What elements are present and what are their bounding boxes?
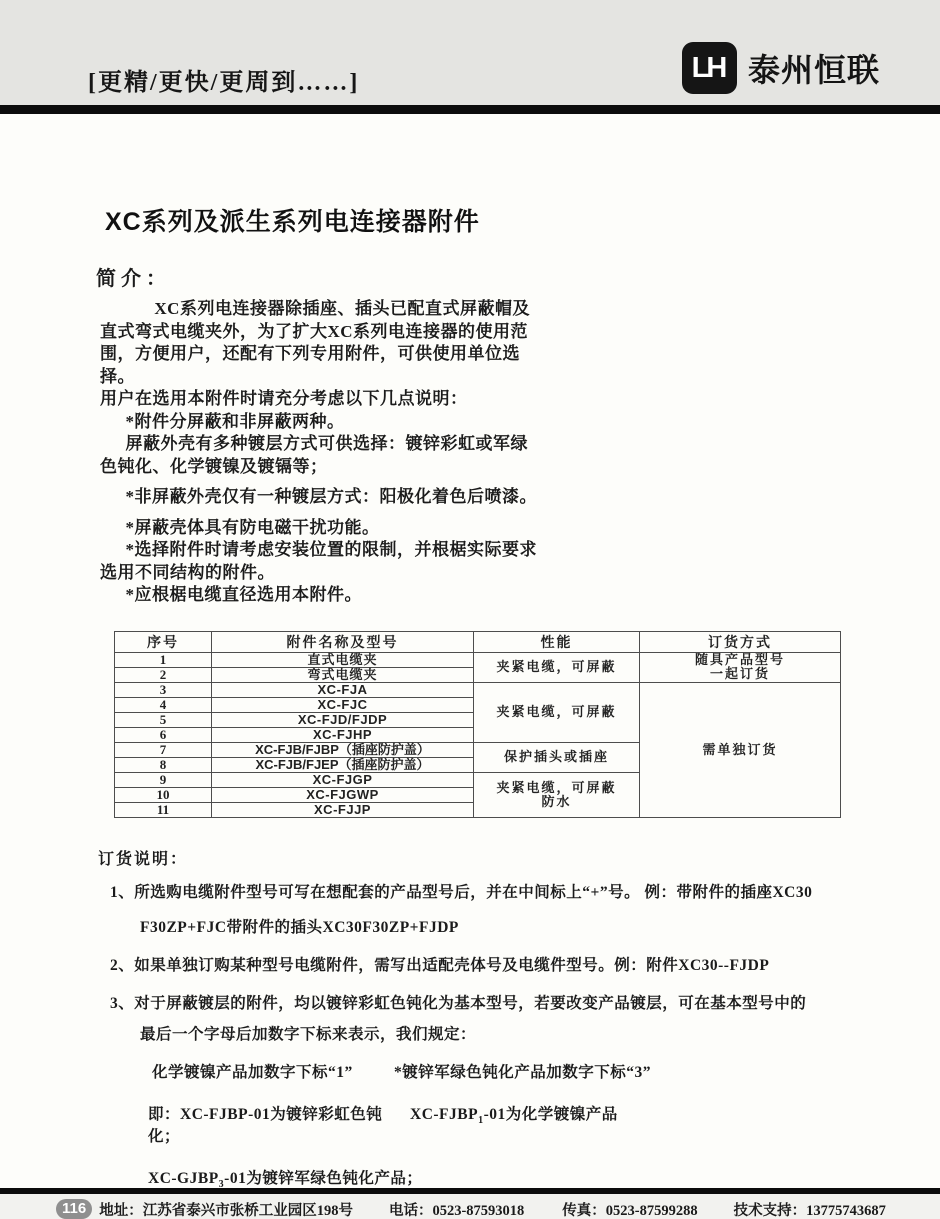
cell-index: 6 [115,727,212,742]
cell-index: 9 [115,772,212,787]
cell-name: XC-FJB/FJEP（插座防护盖） [212,757,474,772]
table-row [115,652,841,667]
ordering-note-line: 3、对于屏蔽镀层的附件，均以镀锌彩虹色钝化为基本型号，若要改变产品镀层，可在基本型号中的 [110,994,807,1012]
intro-paragraph: *非屏蔽外壳仅有一种镀层方式：阳极化着色后喷漆。 [125,487,537,506]
col-header-name-model: 附件名称及型号 [212,631,474,652]
intro-section [100,298,538,607]
lh-logo-icon: LH [682,42,737,94]
cell-name: XC-FJGP [212,772,474,787]
subscript-example-line [148,1166,840,1188]
page-title: XC系列及派生系列电连接器附件 [105,208,480,236]
company-logo [682,42,880,94]
ordering-note-line: 1、所选购电缆附件型号可写在想配套的产品型号后，并在中间标上“+”号。 例：带附件的插座XC30 [110,883,813,901]
cell-name: XC-FJGWP [212,787,474,802]
cell-index: 7 [115,742,212,757]
cell-order-mode [640,652,841,682]
example-nickel [410,1102,618,1146]
cell-performance [474,772,640,817]
accessories-table [114,631,841,818]
model-subscript: 3 [218,1178,225,1190]
cell-index: 2 [115,667,212,682]
ordering-note-line: 2、如果单独订购某种型号电缆附件，需写出适配壳体号及电缆件型号。例：附件XC30--FJDP [110,956,770,974]
rule-nickel: 化学镀镍产品加数字下标“1” [152,1063,353,1081]
intro-paragraph: 用户在选用本附件时请充分考虑以下几点说明： [100,389,468,408]
rule-army-green: *镀锌军绿色钝化产品加数字下标“3” [394,1063,652,1081]
example-army-green [148,1169,423,1190]
model-subscript: 1 [478,1114,484,1126]
order-mode-line: 随具产品型号 [694,652,785,667]
header-slogan: [更精/更快/更周到……] [88,70,360,96]
model-code-suffix: -01为化学镀镍产品 [483,1105,618,1123]
table-row [115,682,841,697]
cell-order-mode: 需单独订货 [640,682,841,817]
footer-support: 技术支持：13775743687 [733,1202,886,1219]
order-mode-line: 一起订货 [709,666,770,681]
col-header-performance: 性能 [474,631,640,652]
cell-index: 10 [115,787,212,802]
cell-index: 3 [115,682,212,697]
cell-name: XC-FJC [212,697,474,712]
intro-paragraph: 屏蔽外壳有多种镀层方式可供选择：镀锌彩虹或军绿色钝化、化学镀镍及镀镉等； [100,434,528,476]
page-number-badge: 116 [56,1199,92,1219]
performance-line: 防水 [541,793,572,809]
cell-name: 直式电缆夹 [212,652,474,667]
ordering-note-line: F30ZP+FJC带附件的插头XC30F30ZP+FJDP [140,918,459,936]
cell-index: 1 [115,652,212,667]
cell-name: XC-FJHP [212,727,474,742]
cell-index: 8 [115,757,212,772]
header-divider-bar [0,105,940,114]
cell-performance: 夹紧电缆，可屏蔽 [474,682,640,742]
subscript-rules-line [152,1060,840,1082]
example-rainbow: 即：XC-FJBP-01为镀锌彩虹色钝化； [148,1105,383,1145]
intro-paragraph: XC系列电连接器除插座、插头已配直式屏蔽帽及直式弯式电缆夹外，为了扩大XC系列电连接器的使用范围，方便用户，还配有下列专用附件，可供使用单位选择。 [100,299,530,386]
model-code: XC-FJBP [410,1105,479,1123]
footer-fax: 传真：0523-87599288 [562,1202,698,1219]
page-header [0,0,940,105]
ordering-notes-heading: 订货说明： [98,850,189,868]
col-header-index: 序号 [115,631,212,652]
cell-index: 5 [115,712,212,727]
intro-paragraph: *应根椐电缆直径选用本附件。 [125,585,362,604]
intro-heading: 简介： [96,268,171,290]
page-body [0,114,940,1188]
cell-index: 4 [115,697,212,712]
performance-line: 夹紧电缆，可屏蔽 [496,779,617,795]
cell-name: XC-FJA [212,682,474,697]
footer-phone: 电话：0523-87593018 [388,1202,525,1219]
cell-performance: 夹紧电缆，可屏蔽 [474,652,640,682]
model-code-suffix: -01为镀锌军绿色钝化产品； [224,1169,423,1187]
intro-paragraph: *屏蔽壳体具有防电磁干扰功能。 [125,517,380,537]
cell-name: XC-FJB/FJBP（插座防护盖） [212,742,474,757]
cell-name: 弯式电缆夹 [212,667,474,682]
intro-paragraph: *附件分屏蔽和非屏蔽两种。 [125,411,345,431]
model-code: XC-GJBP [148,1169,219,1187]
subscript-example-line [148,1102,840,1146]
ordering-note-line: 最后一个字母后加数字下标来表示，我们规定： [140,1025,477,1043]
company-name: 泰州恒联 [747,52,880,88]
cell-name: XC-FJD/FJDP [212,712,474,727]
col-header-order-mode: 订货方式 [640,631,841,652]
footer-address: 地址：江苏省泰兴市张桥工业园区198号 [99,1202,353,1219]
table-header-row [115,631,841,652]
cell-name: XC-FJJP [212,802,474,817]
cell-performance: 保护插头或插座 [474,742,640,772]
intro-paragraph: *选择附件时请考虑安装位置的限制，并根椐实际要求选用不同结构的附件。 [100,540,537,582]
cell-index: 11 [115,802,212,817]
ordering-notes-section [100,846,840,1188]
page-footer [0,1194,940,1219]
